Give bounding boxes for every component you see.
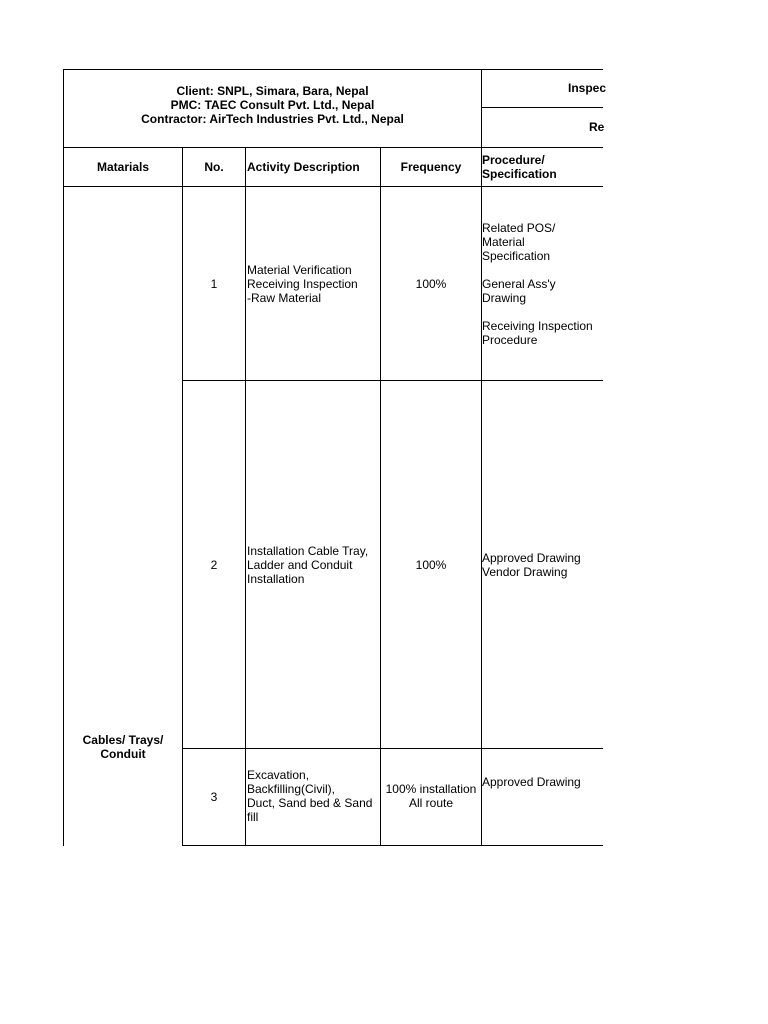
column-header-no: No. [204, 160, 224, 174]
row3-activity: Excavation, Backfilling(Civil), Duct, Sand bed & Sand fill [247, 768, 373, 824]
row2-activity: Installation Cable Tray, Ladder and Conduit Installation [247, 543, 369, 586]
contractor-line: Contractor: AirTech Industries Pvt. Ltd., Nepal [141, 112, 404, 126]
project-parties-block [64, 84, 481, 126]
border-col-no [245, 147, 246, 846]
row2-no: 2 [210, 557, 218, 572]
row3-frequency: 100% installation All route [385, 782, 477, 810]
column-header-procedure: Procedure/ Specification [482, 153, 557, 181]
row2-frequency: 100% [415, 557, 447, 572]
row1-activity: Material Verification Receiving Inspection -Raw Material [247, 262, 358, 305]
client-line: Client: SNPL, Simara, Bara, Nepal [176, 84, 369, 98]
row3-no: 3 [210, 790, 218, 804]
row1-procedure: Related POS/ Material Specification General Ass'y Drawing Receiving Inspection Procedure [482, 220, 593, 347]
column-header-activity: Activity Description [247, 160, 360, 174]
column-header-frequency: Frequency [400, 160, 462, 174]
border-header-right-mid [481, 107, 603, 108]
row2-procedure: Approved Drawing Vendor Drawing [482, 550, 581, 579]
header-right-bottom-text: Re [589, 120, 605, 134]
row1-frequency: 100% [415, 276, 447, 291]
header-right-top-text: Inspec [568, 81, 607, 95]
row1-no: 1 [210, 276, 218, 291]
row3-procedure: Approved Drawing [482, 775, 581, 789]
column-header-materials: Matarials [96, 160, 150, 174]
border-top [63, 69, 603, 70]
material-group-label: Cables/ Trays/ Conduit [82, 733, 164, 761]
pmc-line: PMC: TAEC Consult Pvt. Ltd., Nepal [170, 98, 375, 112]
